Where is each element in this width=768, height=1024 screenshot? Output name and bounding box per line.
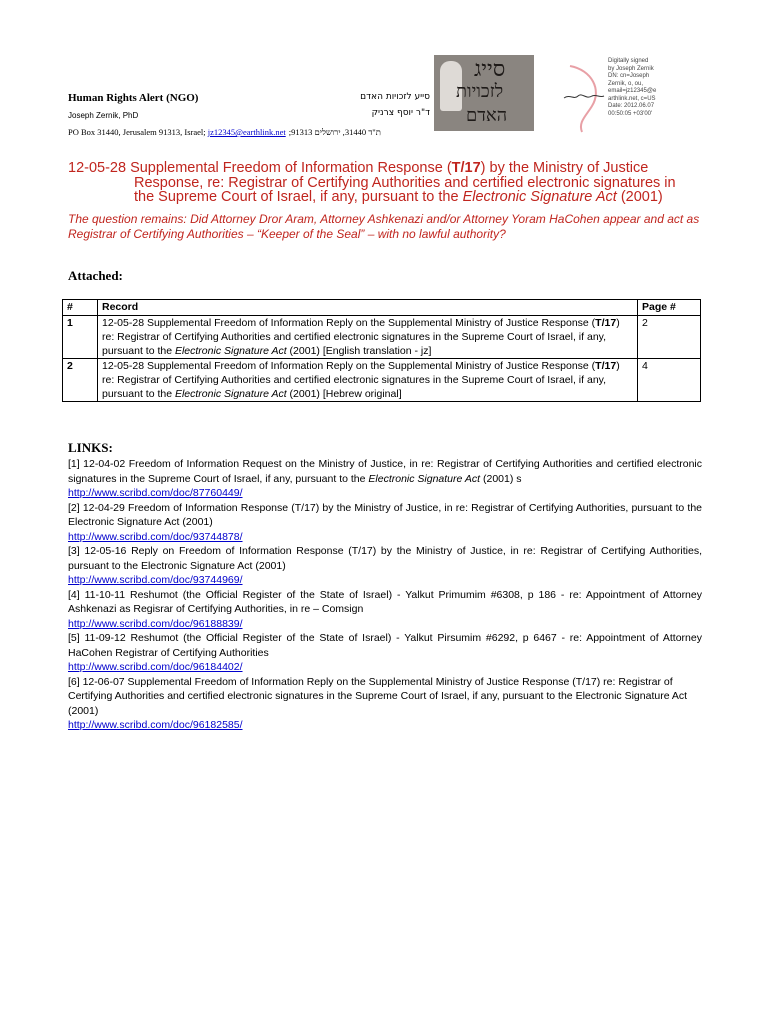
sig-line: Zernik, o, ou, <box>608 80 644 87</box>
link-description: [2] 12-04-29 Freedom of Information Response (T/17) by the Ministry of Justice, in re: Registrar of Certifying Authorities, pursuant to the Electronic Signature Act (2001) <box>68 501 702 528</box>
link-item <box>68 588 702 632</box>
header-page: Page # <box>638 300 701 316</box>
row-num: 2 <box>63 359 98 402</box>
row-page: 2 <box>638 316 701 359</box>
sig-line: Digitally signed <box>608 58 649 64</box>
link-act: Electronic Signature Act <box>368 472 481 485</box>
header-record: Record <box>98 300 638 316</box>
letterhead-hebrew <box>300 92 430 124</box>
link-url[interactable]: http://www.scribd.com/doc/96188839/ <box>68 617 243 630</box>
hebrew-address: ת"ד 31440, ירושלים 91313; <box>288 127 381 137</box>
title-part: ) by the Ministry of Justice <box>480 160 649 176</box>
digital-signature-block <box>608 58 678 118</box>
link-url[interactable]: http://www.scribd.com/doc/96184402/ <box>68 661 243 673</box>
record-text: ) re: Registrar of Certifying Authorities and certified electronic signatures in the Supreme Court of Israel, if any, pursuant to the <box>102 317 620 357</box>
title-act: Electronic Signature Act <box>462 189 617 205</box>
record-text: ) re: Registrar of Certifying Authorities and certified electronic signatures in the Supreme Court of Israel, if any, pursuant to the <box>102 360 620 400</box>
row-record <box>98 359 638 402</box>
document-title <box>68 161 708 205</box>
org-name: Human Rights Alert (NGO) <box>68 92 199 104</box>
handwritten-signature <box>562 60 606 136</box>
record-act: Electronic Signature Act <box>174 345 287 357</box>
records-table <box>62 299 701 402</box>
table-row <box>63 316 701 359</box>
link-item <box>68 457 702 501</box>
sig-line: email=jz12345@e <box>608 88 657 94</box>
link-item <box>68 501 702 545</box>
table-header-row <box>63 300 701 316</box>
logo-word-1: סייג <box>474 57 506 82</box>
record-text: 12-05-28 Supplemental Freedom of Information Reply on the Supplemental Ministry of Justice Response ( <box>102 360 596 372</box>
record-text: (2001) [Hebrew original] <box>286 388 402 400</box>
hebrew-person-name: ד"ר יוסף צרניק <box>371 108 430 118</box>
link-url[interactable]: http://www.scribd.com/doc/87760449/ <box>68 487 243 499</box>
link-item <box>68 675 702 733</box>
postal-address <box>68 127 381 137</box>
sig-line: arthlink.net, c=US <box>608 95 656 102</box>
title-part: (2001) <box>616 189 663 205</box>
link-description <box>68 457 702 486</box>
title-line-3 <box>68 190 708 205</box>
question-text: The question remains: Did Attorney Dror Aram, Attorney Ashkenazi and/or Attorney Yoram HaCohen appear and act as Registrar of Certifying Authorities – “Keeper of the Seal” – with no lawful authority? <box>68 212 700 241</box>
row-page: 4 <box>638 359 701 402</box>
link-description: [5] 11-09-12 Reshumot (the Official Register of the State of Israel) - Yalkut Pirsumim #6292, p 6467 - re: Appointment of Attorney HaCohen Registrar of Certifying Authorities <box>68 632 702 659</box>
header-num: # <box>63 300 98 316</box>
row-num: 1 <box>63 316 98 359</box>
record-t17: T/17 <box>595 360 617 372</box>
table-row <box>63 359 701 402</box>
email-link[interactable]: jz12345@earthlink.net <box>207 127 286 137</box>
logo-word-3: האדם <box>466 105 508 126</box>
link-description: [6] 12-06-07 Supplemental Freedom of Information Reply on the Supplemental Ministry of Justice Response (T/17) re: Registrar of Certifying Authorities and certified electronic signatures in the Supreme Court of Israel, if any, pursuant to the Electronic Signature Act (2001) <box>68 675 688 717</box>
record-text: (2001) [English translation - jz] <box>286 345 432 357</box>
link-url[interactable]: http://www.scribd.com/doc/93744878/ <box>68 530 243 543</box>
sig-line: DN: cn=Joseph <box>608 73 650 79</box>
sig-line: 00:50:05 +03'00' <box>608 110 653 117</box>
title-line-2: Response, re: Registrar of Certifying Authorities and certified electronic signatures in <box>134 174 676 191</box>
link-text: (2001) s <box>480 472 522 485</box>
record-text: 12-05-28 Supplemental Freedom of Information Reply on the Supplemental Ministry of Justice Response ( <box>102 317 596 329</box>
title-part: the Supreme Court of Israel, if any, pursuant to the <box>134 189 463 205</box>
org-logo <box>434 55 534 131</box>
record-act: Electronic Signature Act <box>174 388 287 400</box>
attached-heading: Attached: <box>68 268 123 283</box>
links-list <box>68 457 702 733</box>
title-t17: T/17 <box>451 160 481 176</box>
address-text: PO Box 31440, Jerusalem 91313, Israel; <box>68 127 208 137</box>
logo-word-2: לזכויות <box>456 81 504 102</box>
link-url[interactable]: http://www.scribd.com/doc/93744969/ <box>68 574 243 586</box>
row-record <box>98 316 638 359</box>
link-description: [4] 11-10-11 Reshumot (the Official Register of the State of Israel) - Yalkut Primumim #6308, p 186 - re: Appointment of Attorney Ashkenazi as Regisrar of Certifying Authorities, in re – Comsign <box>68 588 702 615</box>
link-description: [3] 12-05-16 Reply on Freedom of Information Response (T/17) by the Ministry of Justice, in re: Registrar of Certifying Authorities, pursuant to the Electronic Signature Act (2001) <box>68 545 702 572</box>
link-item <box>68 544 702 588</box>
hebrew-org-name: סייע לזכויות האדם <box>360 92 430 102</box>
sig-line: by Joseph Zernik <box>608 65 654 72</box>
links-heading: LINKS: <box>68 440 113 455</box>
record-t17: T/17 <box>595 317 617 329</box>
link-url[interactable]: http://www.scribd.com/doc/96182585/ <box>68 719 243 731</box>
sig-line: Date: 2012.06.07 <box>608 103 655 109</box>
link-item <box>68 631 702 675</box>
title-part: 12-05-28 Supplemental Freedom of Information Response ( <box>68 160 452 176</box>
link-text: [1] 12-04-02 Freedom of Information Request on the Ministry of Justice, in re: Registrar of Certifying Authorities and certified electronic signatures in the Supreme Court of Israel, if any, pursuant to the <box>68 458 702 485</box>
person-name: Joseph Zernik, PhD <box>68 111 139 120</box>
